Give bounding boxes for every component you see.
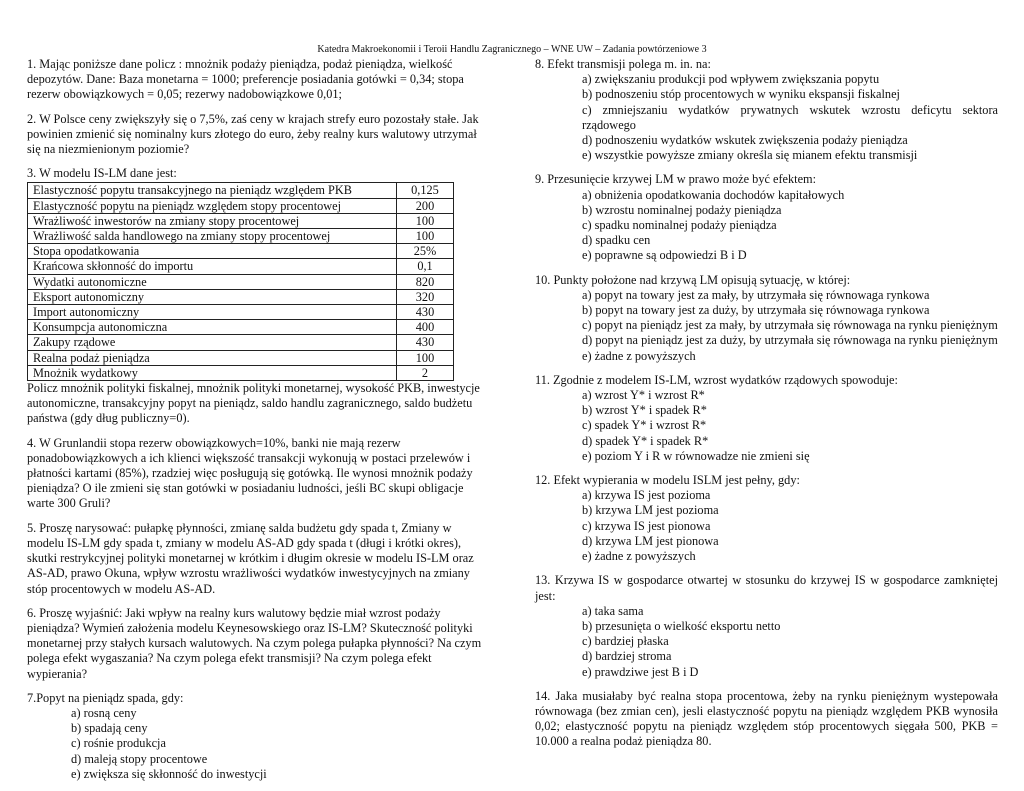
page-header: Katedra Makroekonomii i Teroii Handlu Zagranicznego – WNE UW – Zadania powtórzeniowe 3 — [317, 44, 707, 55]
table-row — [28, 289, 454, 304]
table-row — [28, 274, 454, 289]
is-lm-table-body — [28, 183, 454, 381]
table-row — [28, 320, 454, 335]
answer-option: a) zwiększaniu produkcji pod wpływem zwiększania popytu — [582, 72, 880, 87]
question-3-outro: Policz mnożnik polityki fiskalnej, mnożnik polityki monetarnej, wysokość PKB, inwestycje autonomiczne, transakcyjny popyt na pieniądz, saldo handlu zagranicznego, saldo budżetu państwa (gdy dług publiczny=0). — [27, 381, 480, 426]
answer-option: d) spadek Y* i spadek R* — [582, 433, 709, 448]
answer-option: b) wzrost Y* i spadek R* — [582, 403, 707, 418]
parameter-value: 320 — [397, 289, 454, 304]
question-4: 4. W Grunlandii stopa rezerw obowiązkowych=10%, banki nie mają rezerw ponadobowiązkowych a ich klienci większość transakcji wykonują w postaci przelewów i płatności kartami (85%), rzadziej więc posługują się gotówką. Ile wynosi mnożnik podaży pieniądza? O ile zmieni się stan gotówki w posiadaniu ludności, jeśli BC skupi obligacje warte 300 Gruli? — [27, 435, 473, 511]
answer-option: d) podnoszeniu wydatków wskutek zwiększenia podaży pieniądza — [582, 133, 908, 148]
question-8-text: 8. Efekt transmisji polega m. in. na: — [535, 57, 711, 71]
answer-option: e) żadne z powyższych — [582, 348, 696, 363]
question-10-text: 10. Punkty położone nad krzywą LM opisują sytuację, w której: — [535, 272, 851, 287]
answer-option: c) zmniejszaniu wydatków prywatnych wskutek wzrostu deficytu sektora rządowego — [582, 102, 998, 132]
answer-option: a) krzywa IS jest pozioma — [582, 488, 711, 503]
parameter-label: Konsumpcja autonomiczna — [28, 320, 397, 335]
answer-option: d) spadku cen — [582, 233, 651, 248]
answer-option: c) popyt na pieniądz jest za mały, by utrzymała się równowaga na rynku pieniężnym — [582, 318, 998, 333]
question-3 — [27, 166, 489, 426]
answer-option: e) żadne z powyższych — [582, 549, 696, 564]
parameter-value: 25% — [397, 244, 454, 259]
question-11-options — [535, 388, 998, 464]
table-row — [28, 183, 454, 198]
answer-option: c) rośnie produkcja — [71, 736, 166, 751]
answer-option: e) zwiększa się skłonność do inwestycji — [71, 766, 267, 781]
answer-option: d) popyt na pieniądz jest za duży, by utrzymała się równowaga na rynku pieniężnym — [582, 333, 998, 348]
answer-option: c) spadku nominalnej podaży pieniądza — [582, 218, 777, 233]
question-14: 14. Jaka musiałaby być realna stopa procentowa, żeby na rynku pieniężnym wystepowała równowaga (bez zmian cen), jesli elastyczność popytu na pieniądz względem PKB wynosiła 0,02; elastyczność popytu na pieniądz względem stóp procentowych sięgała 500, PKB = 10.000 a realna podaż pieniądza 80. — [535, 688, 998, 749]
answer-option: c) spadek Y* i wzrost R* — [582, 418, 707, 433]
answer-option: b) krzywa LM jest pozioma — [582, 503, 719, 518]
right-column — [535, 57, 998, 759]
question-1: 1. Mając poniższe dane policz : mnożnik podaży pieniądza, podaż pieniądza, wielkość depozytów. Dane: Baza monetarna = 1000; preferencje posiadania gotówki = 0,34; stopa rezerw obowiązkowych = 0,05; rezerwy nadobowiązkowe 0,01; — [27, 57, 464, 102]
answer-option: a) taka sama — [582, 603, 644, 618]
question-8-options — [535, 72, 998, 163]
parameter-label: Elastyczność popytu na pieniądz względem stopy procentowej — [28, 198, 397, 213]
question-13-options — [535, 604, 998, 680]
table-row — [28, 305, 454, 320]
parameter-value: 430 — [397, 335, 454, 350]
answer-option: b) wzrostu nominalnej podaży pieniądza — [582, 202, 782, 217]
answer-option: a) wzrost Y* i wzrost R* — [582, 388, 705, 403]
question-8 — [535, 57, 998, 163]
answer-option: b) spadają ceny — [71, 721, 148, 736]
parameter-value: 200 — [397, 198, 454, 213]
question-9-text: 9. Przesunięcie krzywej LM w prawo może być efektem: — [535, 172, 817, 187]
answer-option: d) bardziej stroma — [582, 649, 672, 664]
answer-option: b) popyt na towary jest za duży, by utrzymała się równowaga rynkowa — [582, 303, 930, 318]
answer-option: e) poziom Y i R w równowadze nie zmieni się — [582, 448, 810, 463]
question-9 — [535, 172, 998, 263]
parameter-label: Realna podaż pieniądza — [28, 350, 397, 365]
question-7-options — [27, 706, 489, 782]
answer-option: a) popyt na towary jest za mały, by utrzymała się równowaga rynkowa — [582, 287, 930, 302]
answer-option: b) podnoszeniu stóp procentowych w wyniku ekspansji fiskalnej — [582, 87, 900, 102]
parameter-label: Wrażliwość inwestorów na zmiany stopy procentowej — [28, 213, 397, 228]
answer-option: a) rosną ceny — [71, 705, 137, 720]
parameter-value: 100 — [397, 213, 454, 228]
table-row — [28, 244, 454, 259]
parameter-label: Krańcowa skłonność do importu — [28, 259, 397, 274]
question-12 — [535, 473, 998, 564]
parameter-value: 0,125 — [397, 183, 454, 198]
parameter-value: 430 — [397, 305, 454, 320]
question-6: 6. Proszę wyjaśnić: Jaki wpływ na realny kurs walutowy będzie miał wzrost podaży pieniądza? Wymień założenia modelu Keynesowskiego oraz IS-LM? Skuteczność polityki monetarnej przy stałych kursach walutowych. Na czym polega pułapka płynności? Na czym polega efekt wygaszania? Na czym polega efekt transmisji? Na czym polega efekt wypierania? — [27, 605, 482, 681]
table-row — [28, 229, 454, 244]
answer-option: e) wszystkie powyższe zmiany określa się mianem efektu transmisji — [582, 148, 918, 163]
answer-option: c) bardziej płaska — [582, 634, 669, 649]
question-10-options — [535, 288, 998, 364]
parameter-label: Zakupy rządowe — [28, 335, 397, 350]
question-12-text: 12. Efekt wypierania w modelu ISLM jest pełny, gdy: — [535, 473, 800, 488]
table-row — [28, 259, 454, 274]
question-7-text: 7.Popyt na pieniądz spada, gdy: — [27, 690, 184, 705]
parameter-value: 400 — [397, 320, 454, 335]
question-11-text: 11. Zgodnie z modelem IS-LM, wzrost wydatków rządowych spowoduje: — [535, 372, 898, 387]
left-column — [27, 57, 489, 782]
parameter-label: Wydatki autonomiczne — [28, 274, 397, 289]
answer-option: c) krzywa IS jest pionowa — [582, 518, 711, 533]
is-lm-data-table — [27, 182, 454, 381]
table-row — [28, 198, 454, 213]
parameter-label: Import autonomiczny — [28, 305, 397, 320]
answer-option: b) przesunięta o wielkość eksportu netto — [582, 618, 781, 633]
question-10 — [535, 273, 998, 364]
parameter-label: Eksport autonomiczny — [28, 289, 397, 304]
parameter-label: Stopa opodatkowania — [28, 244, 397, 259]
parameter-value: 2 — [397, 365, 454, 380]
parameter-label: Mnożnik wydatkowy — [28, 365, 397, 380]
question-7 — [27, 691, 489, 782]
question-12-options — [535, 488, 998, 564]
question-11 — [535, 373, 998, 464]
question-2: 2. W Polsce ceny zwiększyły się o 7,5%, zaś ceny w krajach strefy euro pozostały stałe. Jak powinien zmienić się nominalny kurs złotego do euro, żeby realny kurs walutowy utrzymał się na niezmienionym poziomie? — [27, 111, 479, 157]
parameter-value: 100 — [397, 229, 454, 244]
question-5: 5. Proszę narysować: pułapkę płynności, zmianę salda budżetu gdy spada t, Zmiany w modelu IS-LM gdy spada t, zmiany w modelu AS-AD gdy spada t (długi i krótki okres), skutki restrykcyjnej polityki monetarnej w krótkim i długim okresie w modelu IS-LM oraz AS-AD, prawo Okuna, wpływ wzrostu wrażliwości wydatków inwestycyjnych na zmiany stóp procentowych w modelu AS-AD. — [27, 520, 474, 596]
table-row — [28, 350, 454, 365]
table-row — [28, 213, 454, 228]
parameter-label: Elastyczność popytu transakcyjnego na pieniądz względem PKB — [28, 183, 397, 198]
question-13 — [535, 573, 998, 679]
table-row — [28, 365, 454, 380]
question-9-options — [535, 188, 998, 264]
parameter-label: Wrażliwość salda handlowego na zmiany stopy procentowej — [28, 229, 397, 244]
parameter-value: 0,1 — [397, 259, 454, 274]
parameter-value: 100 — [397, 350, 454, 365]
answer-option: a) obniżenia opodatkowania dochodów kapitałowych — [582, 187, 845, 202]
answer-option: e) prawdziwe jest B i D — [582, 664, 699, 679]
answer-option: e) poprawne są odpowiedzi B i D — [582, 248, 747, 263]
answer-option: d) maleją stopy procentowe — [71, 751, 208, 766]
answer-option: d) krzywa LM jest pionowa — [582, 533, 719, 548]
table-row — [28, 335, 454, 350]
question-3-intro: 3. W modelu IS-LM dane jest: — [27, 166, 177, 181]
parameter-value: 820 — [397, 274, 454, 289]
question-13-text: 13. Krzywa IS w gospodarce otwartej w stosunku do krzywej IS w gospodarce zamkniętej jest: — [535, 573, 998, 603]
